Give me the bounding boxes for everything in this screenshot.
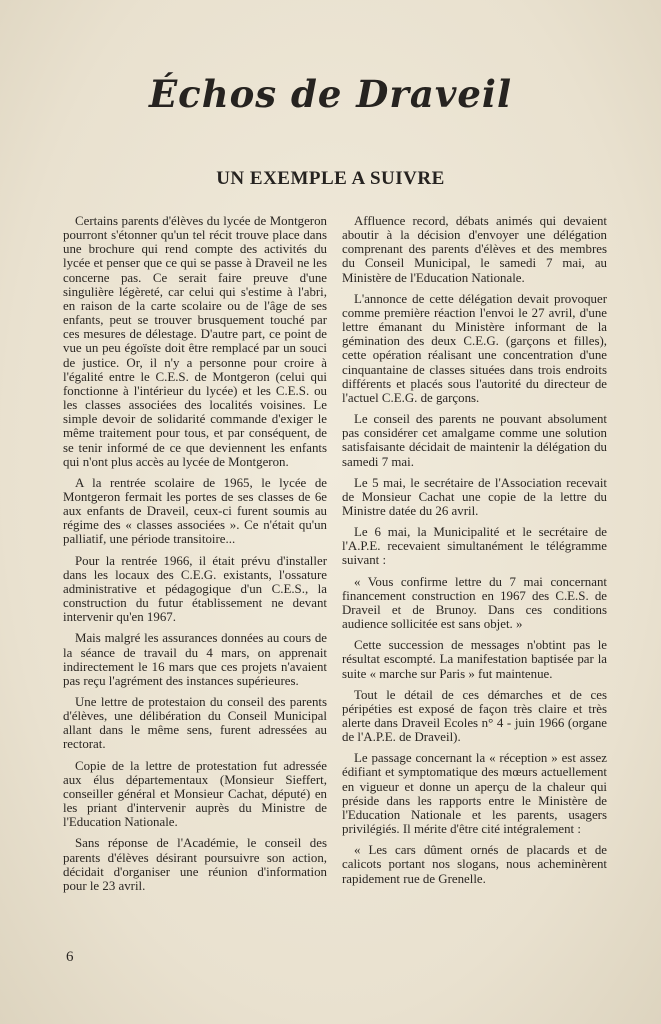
- paragraph: L'annonce de cette délégation devait provoquer comme première réaction l'envoi le 27 avril, d'une lettre émanant du Ministère informant de la gémination des deux C.E.G. (garçons et filles), cette opération réalisant une concentration d'une cinquantaine de classes situées dans trois endroits différents et placés sous l'autorité du directeur de l'actuel C.E.G. de garçons.: [342, 291, 607, 405]
- article-title: UN EXEMPLE A SUIVRE: [216, 168, 445, 189]
- paragraph: Le passage concernant la « réception » est assez édifiant et symptomatique des mœurs actuellement en vigueur et donne un aperçu de la chaleur qui préside dans les rapports entre le Ministère de l'Education Nationale et les parents, usagers privilégiés. Il mérite d'être cité intégralement :: [342, 751, 607, 837]
- paragraph: Le 6 mai, la Municipalité et le secrétaire de l'A.P.E. recevaient simultanément le télégramme suivant :: [342, 525, 607, 568]
- paragraph: Une lettre de protestaion du conseil des parents d'élèves, une délibération du Conseil Municipal allant dans le même sens, furent adressées au rectorat.: [63, 695, 327, 752]
- paragraph: A la rentrée scolaire de 1965, le lycée de Montgeron fermait les portes de ses classes de 6e aux enfants de Draveil, ceux-ci furent soumis au régime des « classes associées ». Ce n'était qu'un palliatif, une période transitoire...: [63, 475, 327, 547]
- paragraph: Certains parents d'élèves du lycée de Montgeron pourront s'étonner qu'un tel récit trouve place dans une brochure qui rend compte des activités du lycée et penser que ce qui se passe à Draveil ne les concerne pas. Ce serait faire preuve d'une singulière légèreté, car celui qui s'estime à l'abri, en raison de la carte scolaire ou de l'âge de ses enfants, peut se trouver brusquement touché par ces mesures de délestage. D'autre part, ce point de vue un peu égoïste doit être remplacé par un souci de justice. Or, il n'y a personne pour croire à l'égalité entre le C.E.S. de Montgeron (celui qui fonctionne à l'intérieur du lycée) et les C.E.S. ou les classes associées des localités voisines. Le simple devoir de solidarité commande d'exiger le même traitement pour tous, et par conséquent, de se tenir informé de ce que deviennent les enfants qui n'ont plus accès au lycée de Montgeron.: [63, 214, 327, 469]
- paragraph: Copie de la lettre de protestation fut adressée aux élus départementaux (Monsieur Sieffert, conseiller général et Monsieur Cachat, député) en les priant d'intervenir auprès du Ministre de l'Education Nationale.: [63, 758, 327, 830]
- paragraph: Pour la rentrée 1966, il était prévu d'installer dans les locaux des C.E.G. existants, l'ossature administrative et pédagogique d'un C.E.S., la construction du futur établissement ne devant intervenir qu'en 1967.: [63, 553, 327, 625]
- paragraph: « Vous confirme lettre du 7 mai concernant financement construction en 1967 des C.E.S. de Draveil et de Brunoy. Dans ces conditions audience sollicitée est sans objet. »: [342, 574, 607, 632]
- paragraph: Cette succession de messages n'obtint pas le résultat escompté. La manifestation baptisée par la suite « marche sur Paris » fut maintenue.: [342, 638, 607, 681]
- right-column: [342, 214, 607, 893]
- paragraph: Le conseil des parents ne pouvant absolument pas considérer cet amalgame comme une solution satisfaisante décidait de maintenir la délégation du samedi 7 mai.: [342, 412, 607, 469]
- paragraph: Affluence record, débats animés qui devaient aboutir à la décision d'envoyer une délégation comprenant des parents d'élèves et des membres du Conseil Municipal, le samedi 7 mai, au Ministère de l'Education Nationale.: [342, 214, 607, 285]
- left-column: [63, 214, 327, 900]
- paragraph: « Les cars dûment ornés de placards et de calicots portant nos slogans, nous acheminèrent rapidement rue de Grenelle.: [342, 843, 607, 886]
- section-heading: Échos de Draveil: [148, 72, 513, 116]
- paragraph: Le 5 mai, le secrétaire de l'Association recevait de Monsieur Cachat une copie de la lettre du Ministre datée du 26 avril.: [342, 475, 607, 518]
- paragraph: Tout le détail de ces démarches et de ces péripéties est exposé de façon très claire et très alerte dans Draveil Ecoles n° 4 - juin 1966 (organe de l'A.P.E. de Draveil).: [342, 687, 607, 745]
- paragraph: Mais malgré les assurances données au cours de la séance de travail du 4 mars, on apprenait indirectement le 16 mars que ces projets n'avaient pas reçu l'agrément des instances supérieures.: [63, 631, 327, 688]
- paragraph: Sans réponse de l'Académie, le conseil des parents d'élèves désirant poursuivre son action, décidait d'organiser une réunion d'information pour le 23 avril.: [63, 836, 327, 893]
- page-number: 6: [66, 949, 74, 965]
